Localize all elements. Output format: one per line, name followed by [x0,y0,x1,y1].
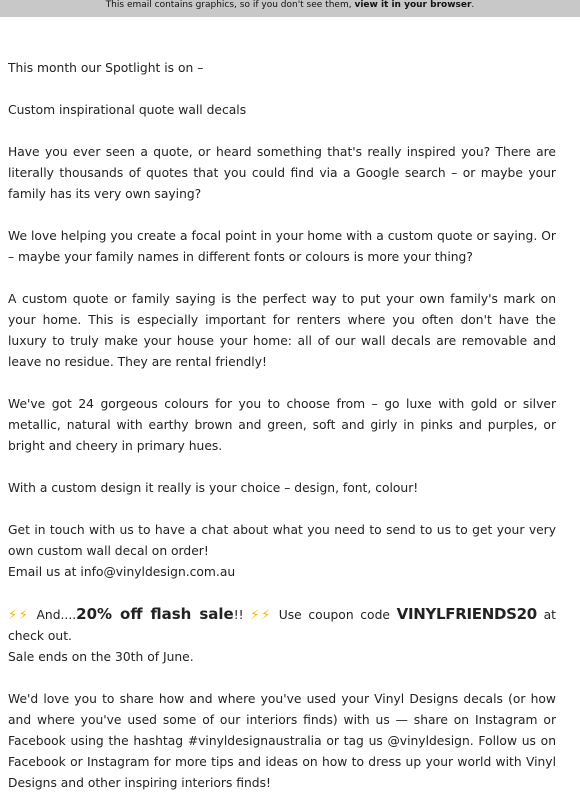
paragraph-contact: Get in touch with us to have a chat about what you need to send to us to get your very own custom wall decal on order! [8,523,556,558]
lightning-icon: ⚡⚡ [8,608,30,623]
sale-end: Sale ends on the 30th of June. [8,650,194,664]
view-in-browser-link[interactable]: view it in your browser [354,0,472,10]
email-body [0,58,580,794]
banner-text: This email contains graphics, so if you don't see them, [105,0,352,10]
email-contact: Email us at info@vinyldesign.com.au [8,565,236,579]
paragraph-quotes: Have you ever seen a quote, or heard something that's really inspired you? There are literally thousands of quotes that you could find via a Google search – or maybe your family has its very own saying? [8,145,556,201]
browser-view-banner: This email contains graphics, so if you don't see them, view it in your browser. [0,0,580,17]
coupon-code: VINYLFRIENDS20 [396,605,537,623]
sale-offer: 20% off flash sale [76,605,234,623]
sale-line: ⚡⚡ And....20% off flash sale!! ⚡⚡ Use coupon code VINYLFRIENDS20 at check out. [8,605,556,643]
paragraph-focal-point: We love helping you create a focal point in your home with a custom quote or saying. Or – maybe your family names in different fonts or colours is more your thing? [8,229,556,264]
spotlight-intro: This month our Spotlight is on – [8,61,204,75]
paragraph-colours: We've got 24 gorgeous colours for you to choose from – go luxe with gold or silver metallic, natural with earthy brown and green, soft and girly in pinks and purples, or bright and cheery in primary hues. [8,397,556,453]
spotlight-topic: Custom inspirational quote wall decals [8,103,247,117]
paragraph-choice: With a custom design it really is your choice – design, font, colour! [8,481,419,495]
lightning-icon: ⚡⚡ [250,608,273,623]
paragraph-renters: A custom quote or family saying is the perfect way to put your own family's mark on your home. This is especially important for renters where you often don't have the luxury to truly make your house your home: all of our wall decals are removable and leave no residue. They are rental friendly! [8,292,556,369]
paragraph-share: We'd love you to share how and where you've used your Vinyl Designs decals (or how and where you've used some of our interiors finds) with us — share on Instagram or Facebook using the hashtag #vinyldesignaustralia or tag us @vinyldesign. Follow us on Facebook or Instagram for more tips and ideas on how to dress up your world with Vinyl Designs and other inspiring interiors finds! [8,692,556,790]
